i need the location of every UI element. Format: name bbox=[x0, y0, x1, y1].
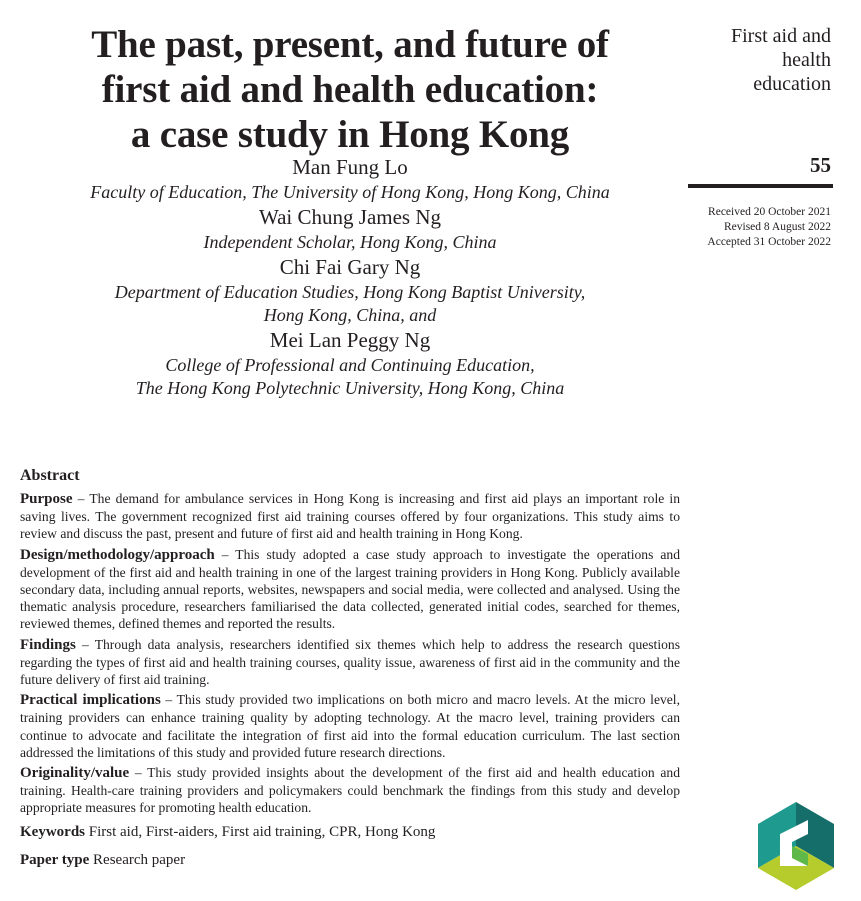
header-rule bbox=[688, 184, 833, 188]
title-line: The past, present, and future of bbox=[91, 23, 609, 66]
author-list bbox=[20, 154, 680, 400]
accepted-date: Accepted 31 October 2022 bbox=[707, 236, 831, 248]
author-affiliation: Hong Kong, China, and bbox=[263, 305, 437, 325]
paper-title bbox=[20, 22, 680, 157]
abstract-purpose bbox=[20, 490, 680, 543]
journal-name-line: health bbox=[782, 49, 831, 71]
journal-name bbox=[671, 24, 831, 96]
keywords-label: Keywords bbox=[20, 823, 85, 840]
section-label: Purpose bbox=[20, 491, 73, 507]
author-affiliation: Faculty of Education, The University of Hong Kong, Hong Kong, China bbox=[90, 182, 610, 202]
section-text: – The demand for ambulance services in Hong Kong is increasing and first aid plays an important role in saving lives. The government recognized first aid training courses offered by four organizations. This study aims to review and discuss the past, present and future of first aid and health training in Hong Kong. bbox=[20, 491, 680, 542]
author-name: Wai Chung James Ng bbox=[258, 205, 442, 229]
title-line: a case study in Hong Kong bbox=[130, 113, 570, 156]
section-label: Design/methodology/approach bbox=[20, 546, 215, 563]
paper-type bbox=[20, 850, 680, 870]
section-label: Findings bbox=[20, 636, 76, 653]
section-text: – This study adopted a case study approach to investigate the operations and development of the first aid and health training in one of the largest training providers in Hong Kong. Publicly available secondary data, including annual reports, websites, newspapers and social media, were collected and analysed. Using the thematic analysis procedure, researchers familiarised the data collected, generated initial codes, searched for themes, reviewed themes, defined themes and reported the results. bbox=[20, 546, 680, 632]
abstract-heading: Abstract bbox=[20, 467, 80, 484]
abstract-findings bbox=[20, 636, 680, 689]
author-name: Mei Lan Peggy Ng bbox=[269, 328, 431, 352]
abstract-originality bbox=[20, 764, 680, 817]
author-affiliation: Department of Education Studies, Hong Kong Baptist University, bbox=[114, 282, 586, 302]
revised-date: Revised 8 August 2022 bbox=[723, 221, 831, 233]
abstract-design bbox=[20, 546, 680, 633]
paper-type-label: Paper type bbox=[20, 851, 90, 868]
author-affiliation: The Hong Kong Polytechnic University, Hong Kong, China bbox=[135, 378, 565, 398]
received-date: Received 20 October 2021 bbox=[708, 206, 831, 218]
keywords bbox=[20, 822, 680, 842]
article-dates bbox=[707, 205, 831, 250]
section-text: – This study provided insights about the development of the first aid and health education and training. Health-care training providers and policymakers could benchmark the findings from this study and develop appropriate measures for promoting health education. bbox=[20, 765, 680, 816]
section-label: Practical implications bbox=[20, 692, 161, 709]
author-name: Man Fung Lo bbox=[292, 155, 408, 179]
paper-type-text: Research paper bbox=[93, 851, 186, 868]
author-name: Chi Fai Gary Ng bbox=[279, 255, 421, 279]
section-text: – This study provided two implications on both micro and macro levels. At the micro level, training providers can enhance training quality by adopting technology. At the macro level, training providers can continue to advocate and facilitate the integration of first aid into the formal education curriculum. The last section addressed the limitations of this study and provided future research directions. bbox=[20, 692, 680, 760]
publisher-logo-icon bbox=[758, 802, 834, 890]
keywords-text: First aid, First-aiders, First aid training, CPR, Hong Kong bbox=[88, 823, 436, 840]
author-affiliation: College of Professional and Continuing Education, bbox=[165, 355, 535, 375]
title-line: first aid and health education: bbox=[101, 68, 599, 111]
abstract-implications bbox=[20, 691, 680, 761]
page-number: 55 bbox=[810, 153, 831, 177]
abstract bbox=[20, 466, 680, 870]
section-label: Originality/value bbox=[20, 765, 130, 782]
section-text: – Through data analysis, researchers identified six themes which help to address the research questions regarding the types of first aid and health training courses, quality issue, awareness of first aid in the community and the future delivery of first aid training. bbox=[20, 636, 680, 688]
author-affiliation: Independent Scholar, Hong Kong, China bbox=[203, 232, 497, 252]
journal-name-line: education bbox=[753, 73, 831, 95]
journal-name-line: First aid and bbox=[731, 25, 831, 47]
